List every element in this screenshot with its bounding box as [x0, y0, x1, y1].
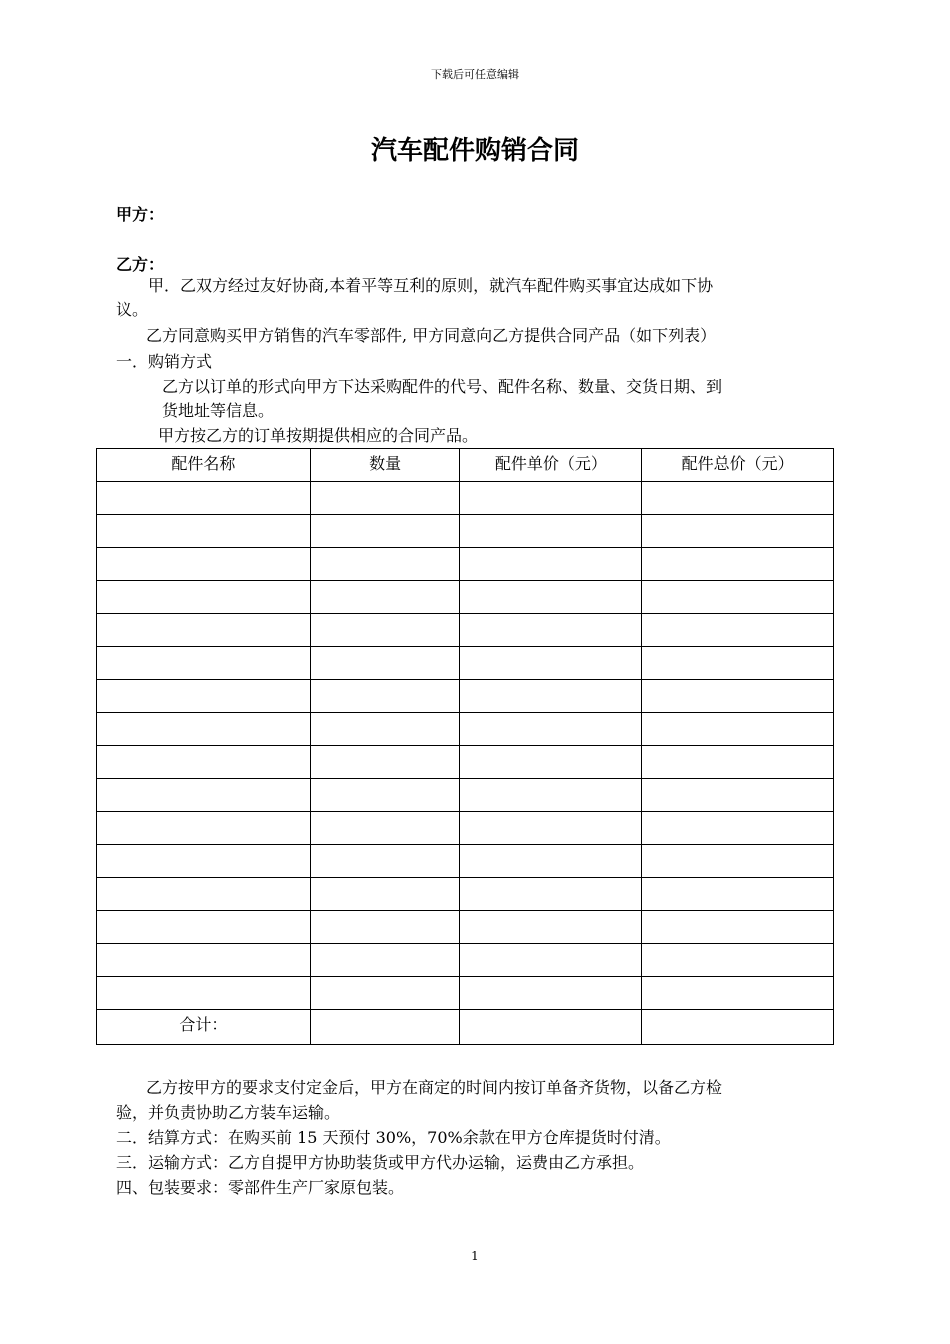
- total-quantity-cell[interactable]: [310, 1010, 460, 1045]
- total-row: [97, 1010, 834, 1045]
- cell[interactable]: [310, 911, 460, 944]
- cell[interactable]: [97, 845, 311, 878]
- cell[interactable]: [310, 680, 460, 713]
- cell[interactable]: [310, 647, 460, 680]
- cell[interactable]: [642, 482, 834, 515]
- section1-heading: 一．购销方式: [116, 352, 213, 371]
- cell[interactable]: [310, 878, 460, 911]
- cell[interactable]: [460, 944, 642, 977]
- cell[interactable]: [310, 581, 460, 614]
- col-header-unit-price: 配件单价（元）: [460, 449, 642, 482]
- cell[interactable]: [460, 581, 642, 614]
- intro-line-1: 甲．乙双方经过友好协商,本着平等互利的原则，就汽车配件购买事宜达成如下协: [148, 276, 714, 295]
- cell[interactable]: [97, 911, 311, 944]
- table-row: [97, 812, 834, 845]
- cell[interactable]: [460, 548, 642, 581]
- cell[interactable]: [97, 482, 311, 515]
- party-b-label: 乙方：: [116, 255, 165, 274]
- cell[interactable]: [310, 944, 460, 977]
- cell[interactable]: [310, 746, 460, 779]
- cell[interactable]: [310, 548, 460, 581]
- intro-line-3: 乙方同意购买甲方销售的汽车零部件, 甲方同意向乙方提供合同产品（如下列表）: [146, 326, 717, 345]
- cell[interactable]: [97, 878, 311, 911]
- cell[interactable]: [460, 647, 642, 680]
- packaging-terms: 四、包装要求：零部件生产厂家原包装。: [116, 1178, 405, 1197]
- table-row: [97, 482, 834, 515]
- cell[interactable]: [460, 515, 642, 548]
- cell[interactable]: [310, 779, 460, 812]
- table-row: [97, 911, 834, 944]
- table-row: [97, 779, 834, 812]
- cell[interactable]: [460, 812, 642, 845]
- section1-line-2: 货地址等信息。: [162, 401, 275, 420]
- cell[interactable]: [97, 944, 311, 977]
- cell[interactable]: [642, 548, 834, 581]
- table-row: [97, 548, 834, 581]
- cell[interactable]: [642, 746, 834, 779]
- table-row: [97, 977, 834, 1010]
- cell[interactable]: [460, 482, 642, 515]
- cell[interactable]: [310, 515, 460, 548]
- cell[interactable]: [310, 614, 460, 647]
- table-row: [97, 614, 834, 647]
- cell[interactable]: [97, 812, 311, 845]
- table-row: [97, 680, 834, 713]
- cell[interactable]: [642, 845, 834, 878]
- intro-line-2: 议。: [116, 300, 149, 319]
- total-unit-price-cell[interactable]: [460, 1010, 642, 1045]
- cell[interactable]: [642, 614, 834, 647]
- table-header-row: [97, 449, 834, 482]
- cell[interactable]: [97, 647, 311, 680]
- cell[interactable]: [310, 812, 460, 845]
- total-price-cell[interactable]: [642, 1010, 834, 1045]
- cell[interactable]: [97, 548, 311, 581]
- settlement-terms: 二．结算方式：在购买前 15 天预付 30%，70%余款在甲方仓库提货时付清。: [116, 1128, 671, 1147]
- cell[interactable]: [642, 647, 834, 680]
- cell[interactable]: [97, 779, 311, 812]
- parts-table: [96, 448, 834, 1045]
- cell[interactable]: [97, 614, 311, 647]
- total-label: 合计：: [97, 1010, 311, 1045]
- cell[interactable]: [460, 614, 642, 647]
- table-row: [97, 515, 834, 548]
- cell[interactable]: [460, 779, 642, 812]
- cell[interactable]: [642, 878, 834, 911]
- transport-terms: 三．运输方式：乙方自提甲方协助装货或甲方代办运输，运费由乙方承担。: [116, 1153, 645, 1172]
- cell[interactable]: [642, 515, 834, 548]
- cell[interactable]: [310, 845, 460, 878]
- cell[interactable]: [642, 944, 834, 977]
- table-row: [97, 713, 834, 746]
- cell[interactable]: [97, 515, 311, 548]
- cell[interactable]: [310, 482, 460, 515]
- table-row: [97, 944, 834, 977]
- section1-line-1: 乙方以订单的形式向甲方下达采购配件的代号、配件名称、数量、交货日期、到: [162, 377, 723, 396]
- col-header-quantity: 数量: [310, 449, 460, 482]
- cell[interactable]: [460, 845, 642, 878]
- table-row: [97, 845, 834, 878]
- table-row: [97, 647, 834, 680]
- after-table-line-1: 乙方按甲方的要求支付定金后，甲方在商定的时间内按订单备齐货物，以备乙方检: [146, 1078, 723, 1097]
- cell[interactable]: [642, 911, 834, 944]
- table-row: [97, 581, 834, 614]
- header-note: 下载后可任意编辑: [431, 68, 519, 81]
- cell[interactable]: [460, 911, 642, 944]
- col-header-total-price: 配件总价（元）: [642, 449, 834, 482]
- cell[interactable]: [460, 746, 642, 779]
- cell[interactable]: [460, 977, 642, 1010]
- cell[interactable]: [642, 581, 834, 614]
- after-table-line-2: 验，并负责协助乙方装车运输。: [116, 1103, 341, 1122]
- cell[interactable]: [642, 812, 834, 845]
- cell[interactable]: [642, 680, 834, 713]
- cell[interactable]: [97, 680, 311, 713]
- cell[interactable]: [460, 680, 642, 713]
- cell[interactable]: [310, 977, 460, 1010]
- cell[interactable]: [642, 977, 834, 1010]
- table-row: [97, 746, 834, 779]
- cell[interactable]: [97, 977, 311, 1010]
- cell[interactable]: [460, 878, 642, 911]
- cell[interactable]: [97, 581, 311, 614]
- cell[interactable]: [97, 746, 311, 779]
- cell[interactable]: [97, 713, 311, 746]
- cell[interactable]: [310, 713, 460, 746]
- cell[interactable]: [642, 713, 834, 746]
- contract-title: 汽车配件购销合同: [370, 136, 579, 166]
- party-a-label: 甲方：: [116, 205, 165, 224]
- page-number: 1: [471, 1249, 479, 1263]
- table-row: [97, 878, 834, 911]
- cell[interactable]: [460, 713, 642, 746]
- col-header-part-name: 配件名称: [97, 449, 311, 482]
- cell[interactable]: [642, 779, 834, 812]
- section1-line-3: 甲方按乙方的订单按期提供相应的合同产品。: [158, 426, 479, 445]
